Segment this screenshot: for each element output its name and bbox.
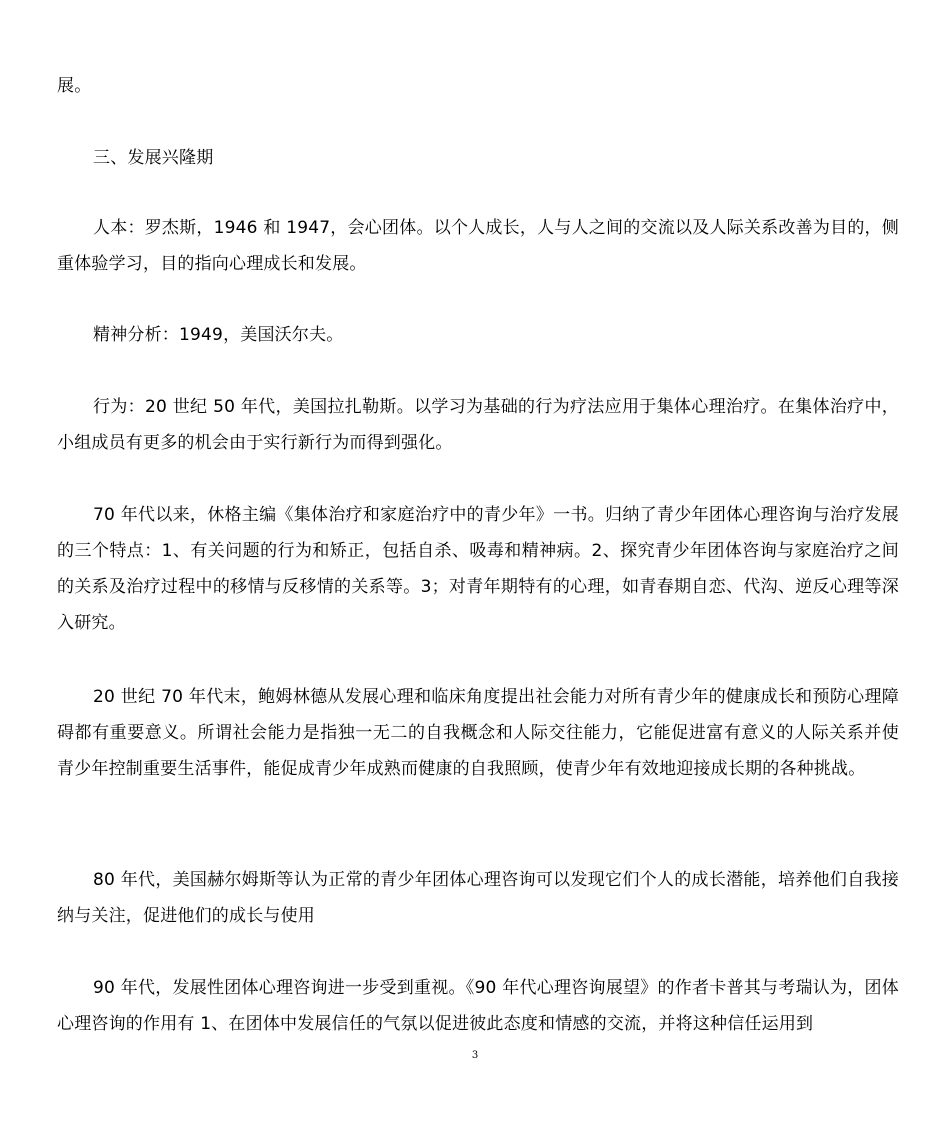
- paragraph-nineties: 90 年代，发展性团体心理咨询进一步受到重视。《90 年代心理咨询展望》的作者卡普其与考瑞认为，团体心理咨询的作用有 1、在团体中发展信任的气氛以促进彼此态度和情感的交流，并将这种信任运用到: [57, 978, 899, 1034]
- paragraph-behavioral: 行为：20 世纪 50 年代，美国拉扎勒斯。以学习为基础的行为疗法应用于集体心理治疗。在集体治疗中，小组成员有更多的机会由于实行新行为而得到强化。: [57, 397, 899, 453]
- paragraph-social-competence: 20 世纪 70 年代末，鲍姆林德从发展心理和临床角度提出社会能力对所有青少年的健康成长和预防心理障碍都有重要意义。所谓社会能力是指独一无二的自我概念和人际交往能力，它能促进富有意义的人际关系并使青少年控制重要生活事件，能促成青少年成熟而健康的自我照顾，使青少年有效地迎接成长期的各种挑战。: [57, 687, 899, 779]
- page-number: 3: [471, 1050, 479, 1061]
- paragraph-eighties: 80 年代，美国赫尔姆斯等认为正常的青少年团体心理咨询可以发现它们个人的成长潜能，培养他们自我接纳与关注，促进他们的成长与使用: [57, 870, 899, 926]
- paragraph-continuation: 展。: [57, 76, 92, 96]
- section-heading: 三、发展兴隆期: [93, 148, 214, 168]
- paragraph-humanistic: 人本：罗杰斯，1946 和 1947，会心团体。以个人成长，人与人之间的交流以及人际关系改善为目的，侧重体验学习，目的指向心理成长和发展。: [57, 218, 899, 274]
- paragraph-seventies: 70 年代以来，休格主编《集体治疗和家庭治疗中的青少年》一书。归纳了青少年团体心理咨询与治疗发展的三个特点：1、有关问题的行为和矫正，包括自杀、吸毒和精神病。2、探究青少年团体咨询与家庭治疗之间的关系及治疗过程中的移情与反移情的关系等。3；对青年期特有的心理，如青春期自恋、代沟、逆反心理等深入研究。: [57, 505, 899, 633]
- paragraph-psychoanalysis: 精神分析：1949，美国沃尔夫。: [93, 325, 344, 345]
